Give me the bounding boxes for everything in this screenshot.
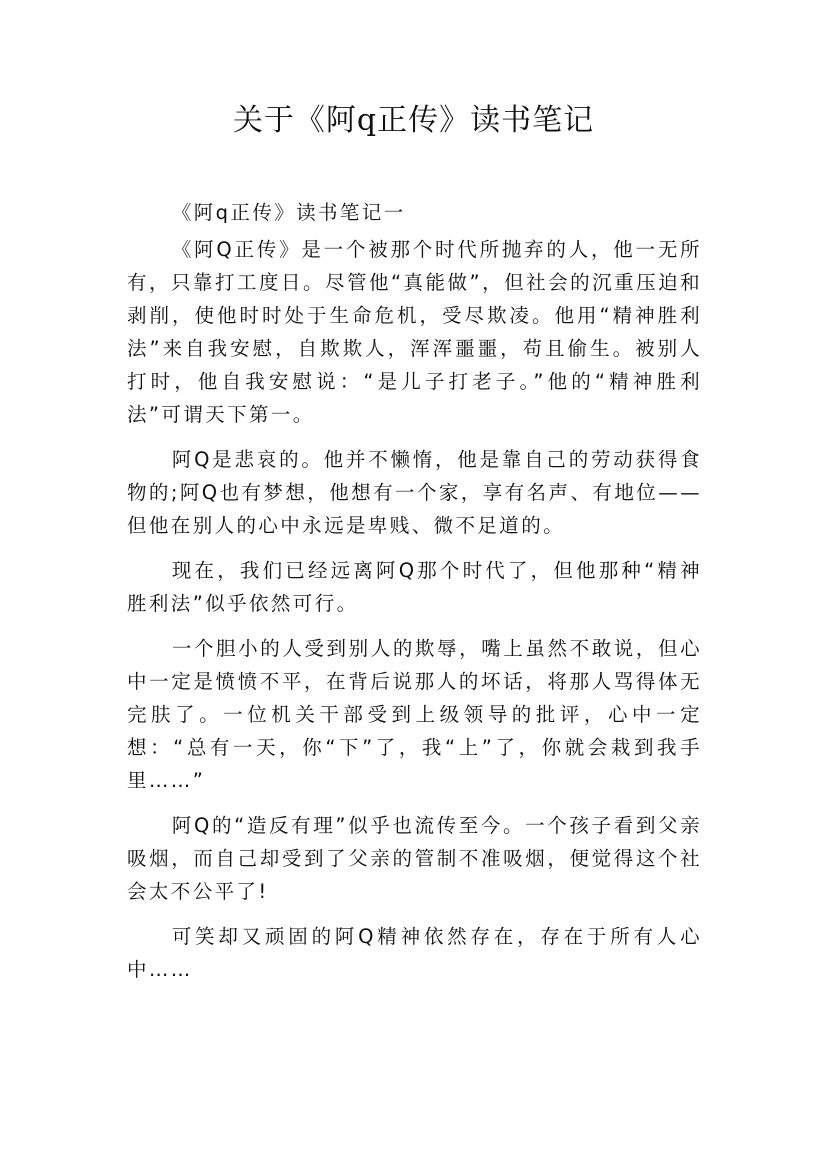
paragraph-5: 阿Q的“造反有理”似乎也流传至今。一个孩子看到父亲吸烟，而自己却受到了父亲的管制不准吸烟，便觉得这个社会太不公平了!: [127, 814, 702, 903]
document-title: 关于《阿q正传》读书笔记: [232, 103, 595, 138]
paragraph-6: 可笑却又顽固的阿Q精神依然存在，存在于所有人心中……: [127, 925, 702, 981]
paragraph-2: 阿Q是悲哀的。他并不懒惰，他是靠自己的劳动获得食物的;阿Q也有梦想，他想有一个家，享有名声、有地位——但他在别人的心中永远是卑贱、微不足道的。: [127, 448, 702, 537]
paragraph-1: 《阿Q正传》是一个被那个时代所抛弃的人，他一无所有，只靠打工度日。尽管他“真能做”，但社会的沉重压迫和剥削，使他时时处于生命危机，受尽欺凌。他用“精神胜利法”来自我安慰，自欺欺人，浑浑噩噩，苟且偷生。被别人打时，他自我安慰说：“是儿子打老子。”他的“精神胜利法”可谓天下第一。: [127, 238, 702, 426]
paragraph-3: 现在，我们已经远离阿Q那个时代了，但他那种“精神胜利法”似乎依然可行。: [127, 559, 702, 615]
section-subtitle: 《阿q正传》读书笔记一: [171, 201, 406, 224]
paragraph-4: 一个胆小的人受到别人的欺辱，嘴上虽然不敢说，但心中一定是愤愤不平，在背后说那人的坏话，将那人骂得体无完肤了。一位机关干部受到上级领导的批评，心中一定想：“总有一天，你“下”了，我“上”了，你就会栽到我手里……”: [127, 637, 702, 792]
document-body: [127, 196, 702, 998]
